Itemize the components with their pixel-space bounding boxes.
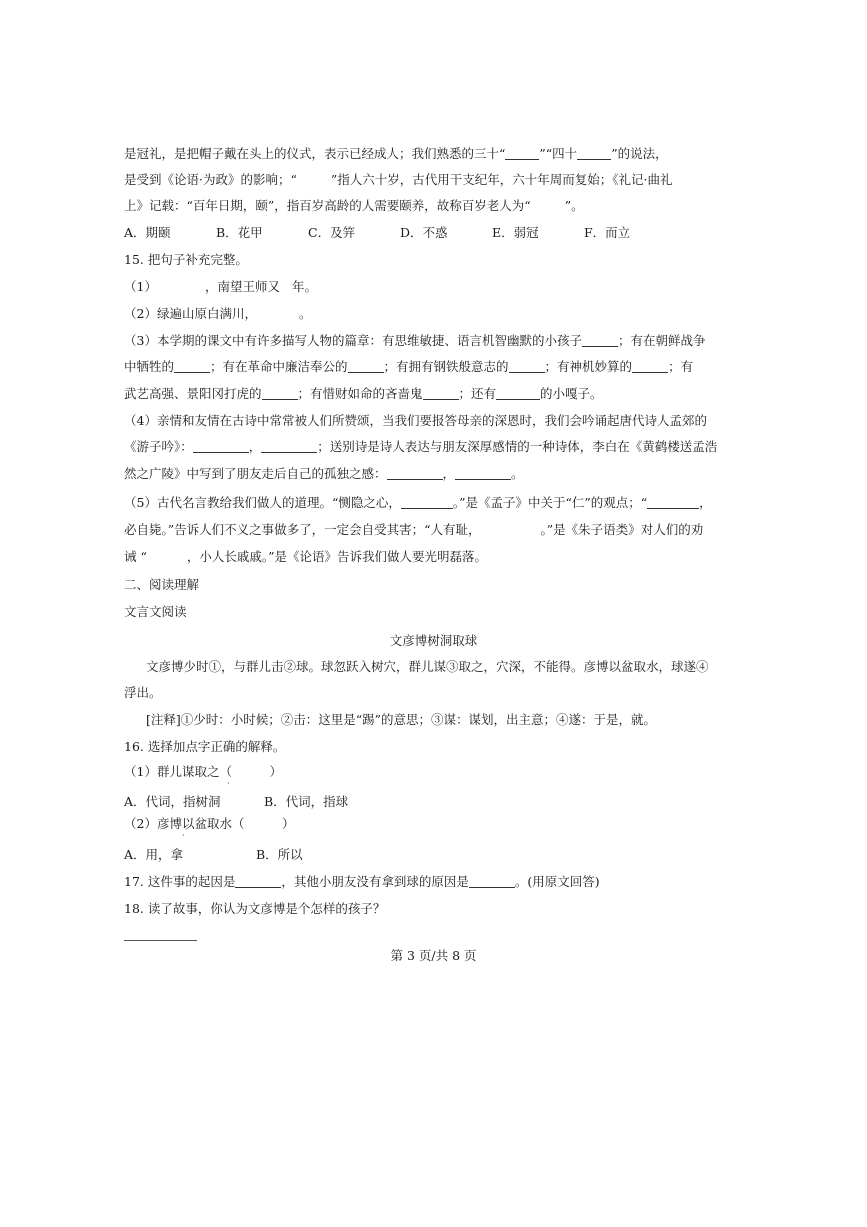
q14-line-2: 是受到《论语·为政》的影响；“ ”指人六十岁，古代用干支纪年，六十年周而复始；《礼记·曲礼 <box>124 172 673 187</box>
blank <box>509 359 545 373</box>
passage-line-1: 文彦博少时①，与群儿击②球。球忽跃入树穴，群儿谋③取之，穴深，不能得。彦博以盆取水，球遂④ <box>146 659 709 674</box>
option: B．代词，指球 <box>264 794 349 809</box>
option: E．弱冠 <box>492 225 539 240</box>
blank <box>174 359 210 373</box>
emphasis-dot: · <box>227 779 230 788</box>
blank <box>193 439 249 453</box>
section-subheading: 文言文阅读 <box>124 604 187 619</box>
option: A．代词，指树洞 <box>124 794 221 809</box>
passage-line-2: 浮出。 <box>124 685 162 700</box>
blank <box>423 386 459 400</box>
blank <box>469 874 515 888</box>
option: A．期颐 <box>124 225 171 240</box>
option: B．所以 <box>256 847 303 862</box>
q15-s4-line-1: （4）亲情和友情在古诗中常常被人们所赞颂，当我们要报答母亲的深恩时，我们会吟诵起唐代诗人孟郊的 <box>124 413 707 428</box>
q15-s4-line-2: 《游子吟》： ， ；送别诗是诗人表达与朋友深厚感情的一种诗体，李白在《黄鹤楼送孟浩 <box>124 439 718 454</box>
q16-s2: （2）彦博以盆取水（ ） <box>124 816 295 831</box>
blank <box>632 359 668 373</box>
passage-note: [注释]①少时：小时候；②击：这里是“踢”的意思；③谋：谋划，出主意；④遂：于是，就。 <box>146 712 657 727</box>
blank <box>455 466 511 480</box>
q15-s3-line-1: （3）本学期的课文中有许多描写人物的篇章：有思维敏捷、语言机智幽默的小孩子 ；有在朝鲜战争 <box>124 333 706 348</box>
q16-title: 16. 选择加点字正确的解释。 <box>124 739 286 754</box>
q15-s5-line-1: （5）古代名言教给我们做人的道理。“恻隐之心， 。”是《孟子》中关于“仁”的观点；“ ， <box>124 495 712 510</box>
q17: 17. 这件事的起因是 ，其他小朋友没有拿到球的原因是 。(用原文回答) <box>124 874 600 889</box>
blank <box>577 146 611 160</box>
option: F．而立 <box>584 225 631 240</box>
q14-options <box>124 224 704 242</box>
q16-s2-options <box>124 846 704 864</box>
option: A．用，拿 <box>124 847 184 862</box>
blank <box>262 386 298 400</box>
q15-title: 15. 把句子补充完整。 <box>124 252 248 267</box>
blank <box>647 495 699 509</box>
q15-s3-line-2: 中牺牲的 ；有在革命中廉洁奉公的 ；有拥有钢铁般意志的 ；有神机妙算的 ；有 <box>124 359 694 374</box>
q15-s1: （1） ，南望王师又 年。 <box>124 279 317 294</box>
option: D．不惑 <box>400 225 448 240</box>
blank <box>348 359 384 373</box>
option: C．及笄 <box>308 225 356 240</box>
q16-s1: （1）群儿谋取之（ ） <box>124 764 282 779</box>
q15-s5-line-3: 诫 “ ，小人长戚戚。”是《论语》告诉我们做人要光明磊落。 <box>124 549 488 564</box>
q14-line-3: 上》记载：“百年日期，颐”，指百岁高龄的人需要颐养，故称百岁老人为“ ”。 <box>124 198 584 213</box>
q15-s5-line-2: 必自毙。”告诉人们不义之事做多了，一定会自受其害；“人有耻， 。”是《朱子语类》对人们的劝 <box>124 522 704 537</box>
q18: 18. 读了故事，你认为文彦博是个怎样的孩子？ <box>124 901 386 916</box>
passage-title: 文彦博树洞取球 <box>389 633 478 648</box>
blank <box>401 495 453 509</box>
page-footer: 第 3 页/共 8 页 <box>390 948 477 963</box>
blank <box>261 439 317 453</box>
q15-s2: （2）绿遍山原白满川， 。 <box>124 306 312 321</box>
q15-s3-line-3: 武艺高强、景阳冈打虎的 ；有惜财如命的吝啬鬼 ；还有 的小嘎子。 <box>124 386 603 401</box>
blank <box>505 146 539 160</box>
blank <box>387 466 443 480</box>
q15-s4-line-3: 然之广陵》中写到了朋友走后自己的孤独之感： ， 。 <box>124 466 524 481</box>
section-heading: 二、阅读理解 <box>124 577 200 592</box>
blank <box>235 874 281 888</box>
answer-line <box>124 940 197 941</box>
emphasis-dot: · <box>182 831 185 840</box>
blank <box>496 386 540 400</box>
option: B．花甲 <box>216 225 263 240</box>
blank <box>582 333 618 347</box>
q16-s1-options <box>124 793 704 811</box>
q14-line-1: 是冠礼，是把帽子戴在头上的仪式，表示已经成人；我们熟悉的三十“ ”“四十 ”的说法， <box>124 146 668 161</box>
